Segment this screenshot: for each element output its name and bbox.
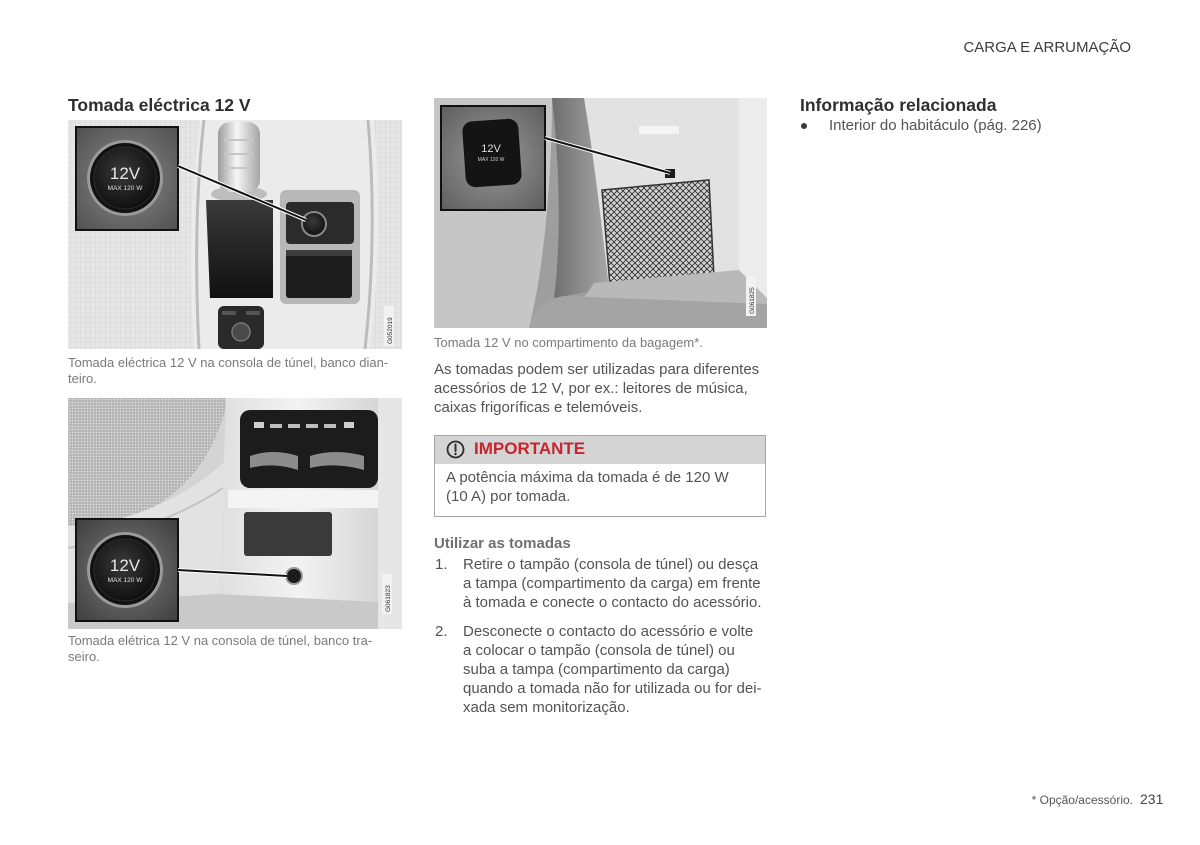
step-line: Desconecte o contacto do acessório e volte — [463, 623, 754, 640]
console-housing — [228, 490, 378, 508]
related-link: Interior do habitáculo (pág. 226) — [829, 117, 1042, 134]
rear-console-photo — [68, 398, 402, 629]
page-number: 231 — [1140, 791, 1164, 807]
subheading: Utilizar as tomadas — [434, 535, 571, 552]
caption-line: Tomada 12 V no compartimento da bagagem*. — [434, 335, 703, 350]
figure-front-console — [68, 120, 402, 349]
socket-rating: MAX 120 W — [107, 577, 143, 584]
step-line: quando a tomada não for utilizada ou for dei- — [463, 680, 762, 697]
car-body-right — [739, 98, 767, 298]
step-line: xada sem monitorização. — [463, 699, 630, 716]
section-heading: Tomada eléctrica 12 V — [68, 95, 251, 115]
storage-compartment — [206, 200, 273, 298]
socket-rating: MAX 120 W — [477, 157, 505, 163]
intro-paragraph — [434, 360, 759, 417]
cupholder-lid — [286, 250, 352, 298]
step-text — [463, 622, 762, 717]
image-code: G052019 — [387, 317, 394, 344]
footnote: * Opção/acessório. — [1031, 793, 1133, 807]
figure-caption — [434, 335, 703, 351]
figure-rear-console — [68, 398, 402, 629]
exclamation-circle-icon — [446, 440, 465, 459]
storage-recess — [244, 512, 332, 556]
figure-caption — [68, 355, 388, 387]
section-title: CARGA E ARRUMAÇÃO — [963, 39, 1131, 56]
front-console-photo — [68, 120, 402, 349]
figure-cargo-compartment — [434, 98, 767, 328]
cargo-compartment-photo — [434, 98, 767, 328]
paragraph-line: acessórios de 12 V, por ex.: leitores de música, — [434, 380, 748, 397]
socket-closeup-inset — [76, 127, 178, 230]
socket-label: 12V — [481, 143, 501, 155]
caption-line: seiro. — [68, 649, 100, 664]
socket-rating: MAX 120 W — [107, 185, 143, 192]
paragraph-line: As tomadas podem ser utilizadas para diferentes — [434, 361, 760, 378]
socket-label: 12V — [109, 556, 141, 575]
important-text — [435, 464, 765, 506]
step-number: 1. — [435, 556, 448, 573]
step-text — [463, 555, 762, 612]
important-title: IMPORTANTE — [474, 439, 586, 458]
paragraph-line: caixas frigoríficas e telemóveis. — [434, 399, 643, 416]
step-line: a colocar o tampão (consola de túnel) ou — [463, 642, 735, 659]
important-line: (10 A) por tomada. — [446, 488, 571, 505]
cargo-net — [602, 180, 714, 286]
socket-closeup-inset — [76, 519, 178, 621]
step-line: Retire o tampão (consola de túnel) ou desça — [463, 556, 759, 573]
step-number: 2. — [435, 623, 448, 640]
step-line: suba a tampa (compartimento da carga) — [463, 661, 730, 678]
related-info-heading: Informação relacionada — [800, 95, 997, 115]
step-line: à tomada e conecte o contacto do acessório. — [463, 594, 762, 611]
cargo-light — [639, 126, 679, 134]
image-code: G061825 — [749, 287, 756, 314]
important-line: A potência máxima da tomada é de 120 W — [446, 469, 729, 486]
socket-label: 12V — [109, 164, 141, 183]
12v-socket — [302, 212, 326, 236]
caption-line: Tomada eléctrica 12 V na consola de túnel, banco dian- — [68, 355, 389, 370]
figure-caption — [68, 633, 372, 665]
caption-line: Tomada elétrica 12 V na consola de túnel, banco tra- — [68, 633, 373, 648]
step-line: a tampa (compartimento da carga) em frente — [463, 575, 761, 592]
important-notice — [434, 435, 766, 517]
socket-closeup-inset — [441, 106, 545, 210]
start-stop-control — [218, 306, 264, 349]
climate-display — [240, 410, 378, 488]
caption-line: teiro. — [68, 371, 97, 386]
socket-surround — [280, 190, 360, 304]
important-header — [435, 436, 765, 464]
12v-socket — [286, 568, 302, 584]
image-code: G061823 — [385, 585, 392, 612]
bullet-icon — [801, 123, 807, 129]
